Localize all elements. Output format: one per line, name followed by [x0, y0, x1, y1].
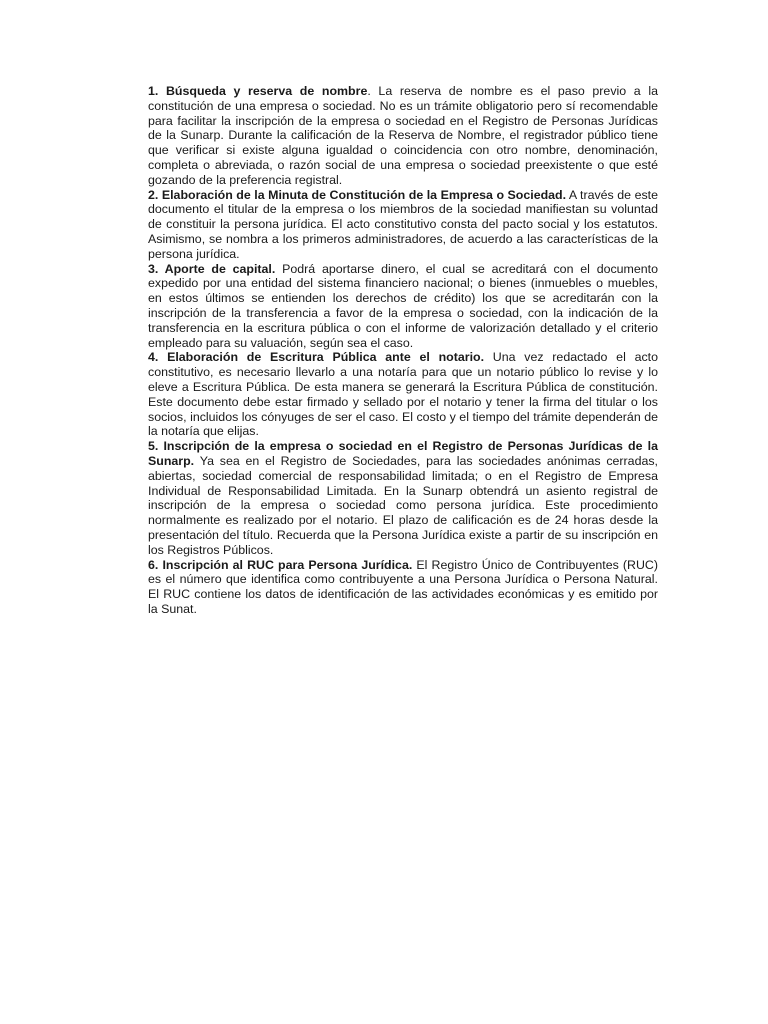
- step-2-heading: 2. Elaboración de la Minuta de Constitución de la Empresa o Sociedad.: [148, 187, 567, 202]
- step-1: [148, 84, 658, 188]
- step-2: [148, 188, 658, 262]
- step-1-body: . La reserva de nombre es el paso previo a la constitución de una empresa o sociedad. No es un trámite obligatorio pero sí recomendable para facilitar la inscripción de la empresa o sociedad en el Registro de Personas Jurídicas de la Sunarp. Durante la calificación de la Reserva de Nombre, el registrador público tiene que verificar si existe alguna igualdad o coincidencia con otro nombre, denominación, completa o abreviada, o razón social de una empresa o sociedad preexistente o que esté gozando de la preferencia registral.: [148, 84, 658, 187]
- step-6-heading: 6. Inscripción al RUC para Persona Jurídica.: [148, 557, 413, 572]
- step-1-heading: 1. Búsqueda y reserva de nombre: [148, 84, 368, 98]
- step-4-heading: 4. Elaboración de Escritura Pública ante el notario.: [148, 350, 485, 365]
- step-5: [148, 439, 658, 557]
- step-3: [148, 262, 658, 351]
- step-3-body: Podrá aportarse dinero, el cual se acreditará con el documento expedido por una entidad del sistema financiero nacional; o bienes (inmuebles o muebles, en estos últimos se entienden los derechos de crédito) los que se acreditarán con la inscripción de la transferencia a favor de la empresa o sociedad, con la indicación de la transferencia en la escritura pública o con el informe de valorización detallado y el criterio empleado para su valuación, según sea el caso.: [148, 261, 658, 350]
- step-2-body: A través de este documento el titular de la empresa o los miembros de la sociedad manifiestan su voluntad de constituir la persona jurídica. El acto constitutivo consta del pacto social y los estatutos. Asimismo, se nombra a los primeros administradores, de acuerdo a las características de la persona jurídica.: [148, 187, 658, 261]
- step-4: [148, 350, 658, 439]
- step-5-heading: 5. Inscripción de la empresa o sociedad en el Registro de Personas Jurídicas de la Sunarp.: [148, 439, 658, 468]
- step-5-body: Ya sea en el Registro de Sociedades, para las sociedades anónimas cerradas, abiertas, sociedad comercial de responsabilidad limitada; o en el Registro de Empresa Individual de Responsabilidad Limitada. En la Sunarp obtendrá un asiento registral de inscripción de la empresa o sociedad como persona jurídica. Este procedimiento normalmente es realizado por el notario. El plazo de calificación es de 24 horas desde la presentación del título. Recuerda que la Persona Jurídica existe a partir de su inscripción en los Registros Públicos.: [148, 453, 658, 557]
- step-4-body: Una vez redactado el acto constitutivo, es necesario llevarlo a una notaría para que un notario público lo revise y lo eleve a Escritura Pública. De esta manera se generará la Escritura Pública de constitución. Este documento debe estar firmado y sellado por el notario y tener la firma del titular o los socios, incluidos los cónyuges de ser el caso. El costo y el tiempo del trámite dependerán de la notaría que elijas.: [148, 350, 658, 439]
- step-6-body: El Registro Único de Contribuyentes (RUC) es el número que identifica como contribuyente a una Persona Jurídica o Persona Natural. El RUC contiene los datos de identificación de las actividades económicas y es emitido por la Sunat.: [148, 557, 658, 616]
- step-3-heading: 3. Aporte de capital.: [148, 261, 276, 276]
- step-6: [148, 558, 658, 617]
- document-page: [148, 84, 658, 617]
